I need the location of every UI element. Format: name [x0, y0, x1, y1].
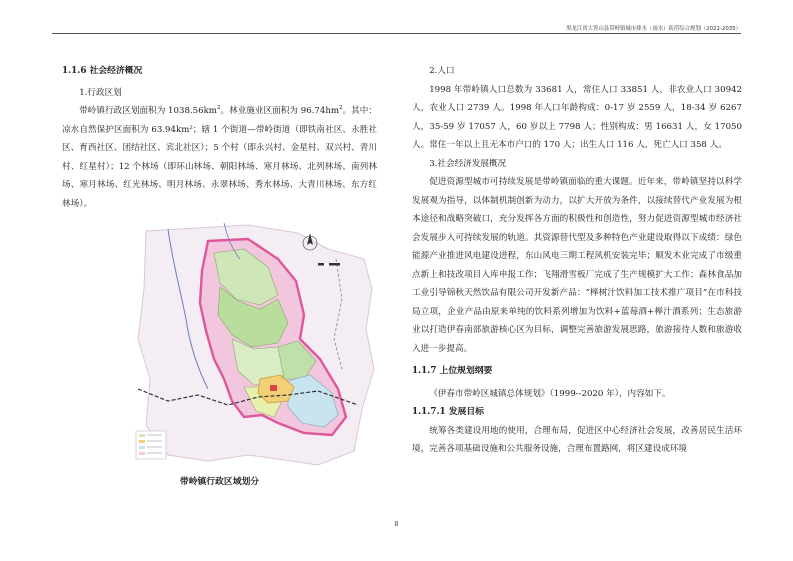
admin-division-paragraph: 带岭镇行政区划面积为 $1038.56km^2$。林业施业区面积为 $96.74hm^2$。其中：凉水自然保护区面积为 63.94km²；辖 1 个街道—带岭街道（即铁南社区、永胜社区、育西社区、团结社区、宾北社区）；5 个村（即永兴村、金星村、双兴村、青川村、红星村）；12 个林场（即环山林场、朝阳林场、寒月林场、北列林场、南列林场、寒月林场、红光林场、明月林场、永翠林场、秀水林场、大青川林场、东方红林场）。	[62, 105, 377, 209]
right-column	[412, 62, 742, 459]
admin-division-map	[128, 219, 378, 471]
subheading-admin-division: 1.行政区划	[79, 87, 122, 98]
development-goal-paragraph: 统筹各类建设用地的使用，合理布局，促进区中心经济社会发展，改善居民生活环境，完善各项基础设施和公共服务设施，合理布置路网，将区建设成环境	[412, 425, 742, 454]
population-paragraph: 1998 年带岭镇人口总数为 33681 人，常住人口 33851 人，非农业人口 30942 人，农业人口 2739 人。1998 年人口年龄构成：0-17 岁 2559 人，18-34 岁 6267 人，35-59 岁 17057 人，60 岁以上 7798 人；性别构成：男 16631 人，女 17050 人。常住一年以上且无本市户口的 170 人；出生人口 116 人，死亡人口 358 人。	[412, 84, 742, 150]
left-column	[62, 62, 377, 492]
section-heading-1-1-6: 1.1.6 社会经济概况	[62, 66, 143, 76]
subsection-heading-1-1-7-1: 1.1.7.1 发展目标	[412, 407, 484, 417]
map-caption: 带岭镇行政区域划分	[179, 477, 260, 487]
header-rule	[52, 33, 741, 34]
economic-development-paragraph: 促进资源型城市可持续发展是带岭镇面临的重大课题。近年来，带岭镇坚持以科学发展观为指导，以体制机制创新为动力，以扩大开放为条件，以接续替代产业发展为根本途径和战略突破口，充分发挥各方面的积极性和创造性，努力促进资源型城市经济社会发展步入可持续发展的轨道。其资源替代型及多种特色产业建设取得以下成绩：绿色能源产业推进风电建设进程，东山风电三期工程风机安装完毕；顺发木业完成了市级重点新上和技改项目入库申报工作；飞翔滑雪板厂完成了生产规模扩大工作；森林食品加工业引导锦秋天然饮品有限公司开发新产品：“榉树汁饮料加工技术推广项目”在市科技局立项，企业产品由原来单纯的饮料系列增加为饮料+蓝莓酒+榉汁酒系列；生态旅游业以打造伊春南部旅游核心区为目标，调整完善旅游发展思路，旅游接待人数和旅游收入进一步提高。	[412, 177, 742, 354]
section-heading-1-1-7: 1.1.7 上位规划纲要	[412, 366, 493, 376]
running-header: 黑龙江省大箐山县带岭镇城市排水（雨水）防涝综合规划（2022-2035）	[566, 26, 741, 32]
subheading-population: 2.人口	[429, 66, 455, 76]
upper-plan-paragraph: 《伊春市带岭区城镇总体规划》（1999--2020 年），内容如下。	[429, 388, 671, 399]
page-number: 8	[394, 520, 399, 528]
subheading-economic-development: 3.社会经济发展概况	[429, 158, 507, 169]
